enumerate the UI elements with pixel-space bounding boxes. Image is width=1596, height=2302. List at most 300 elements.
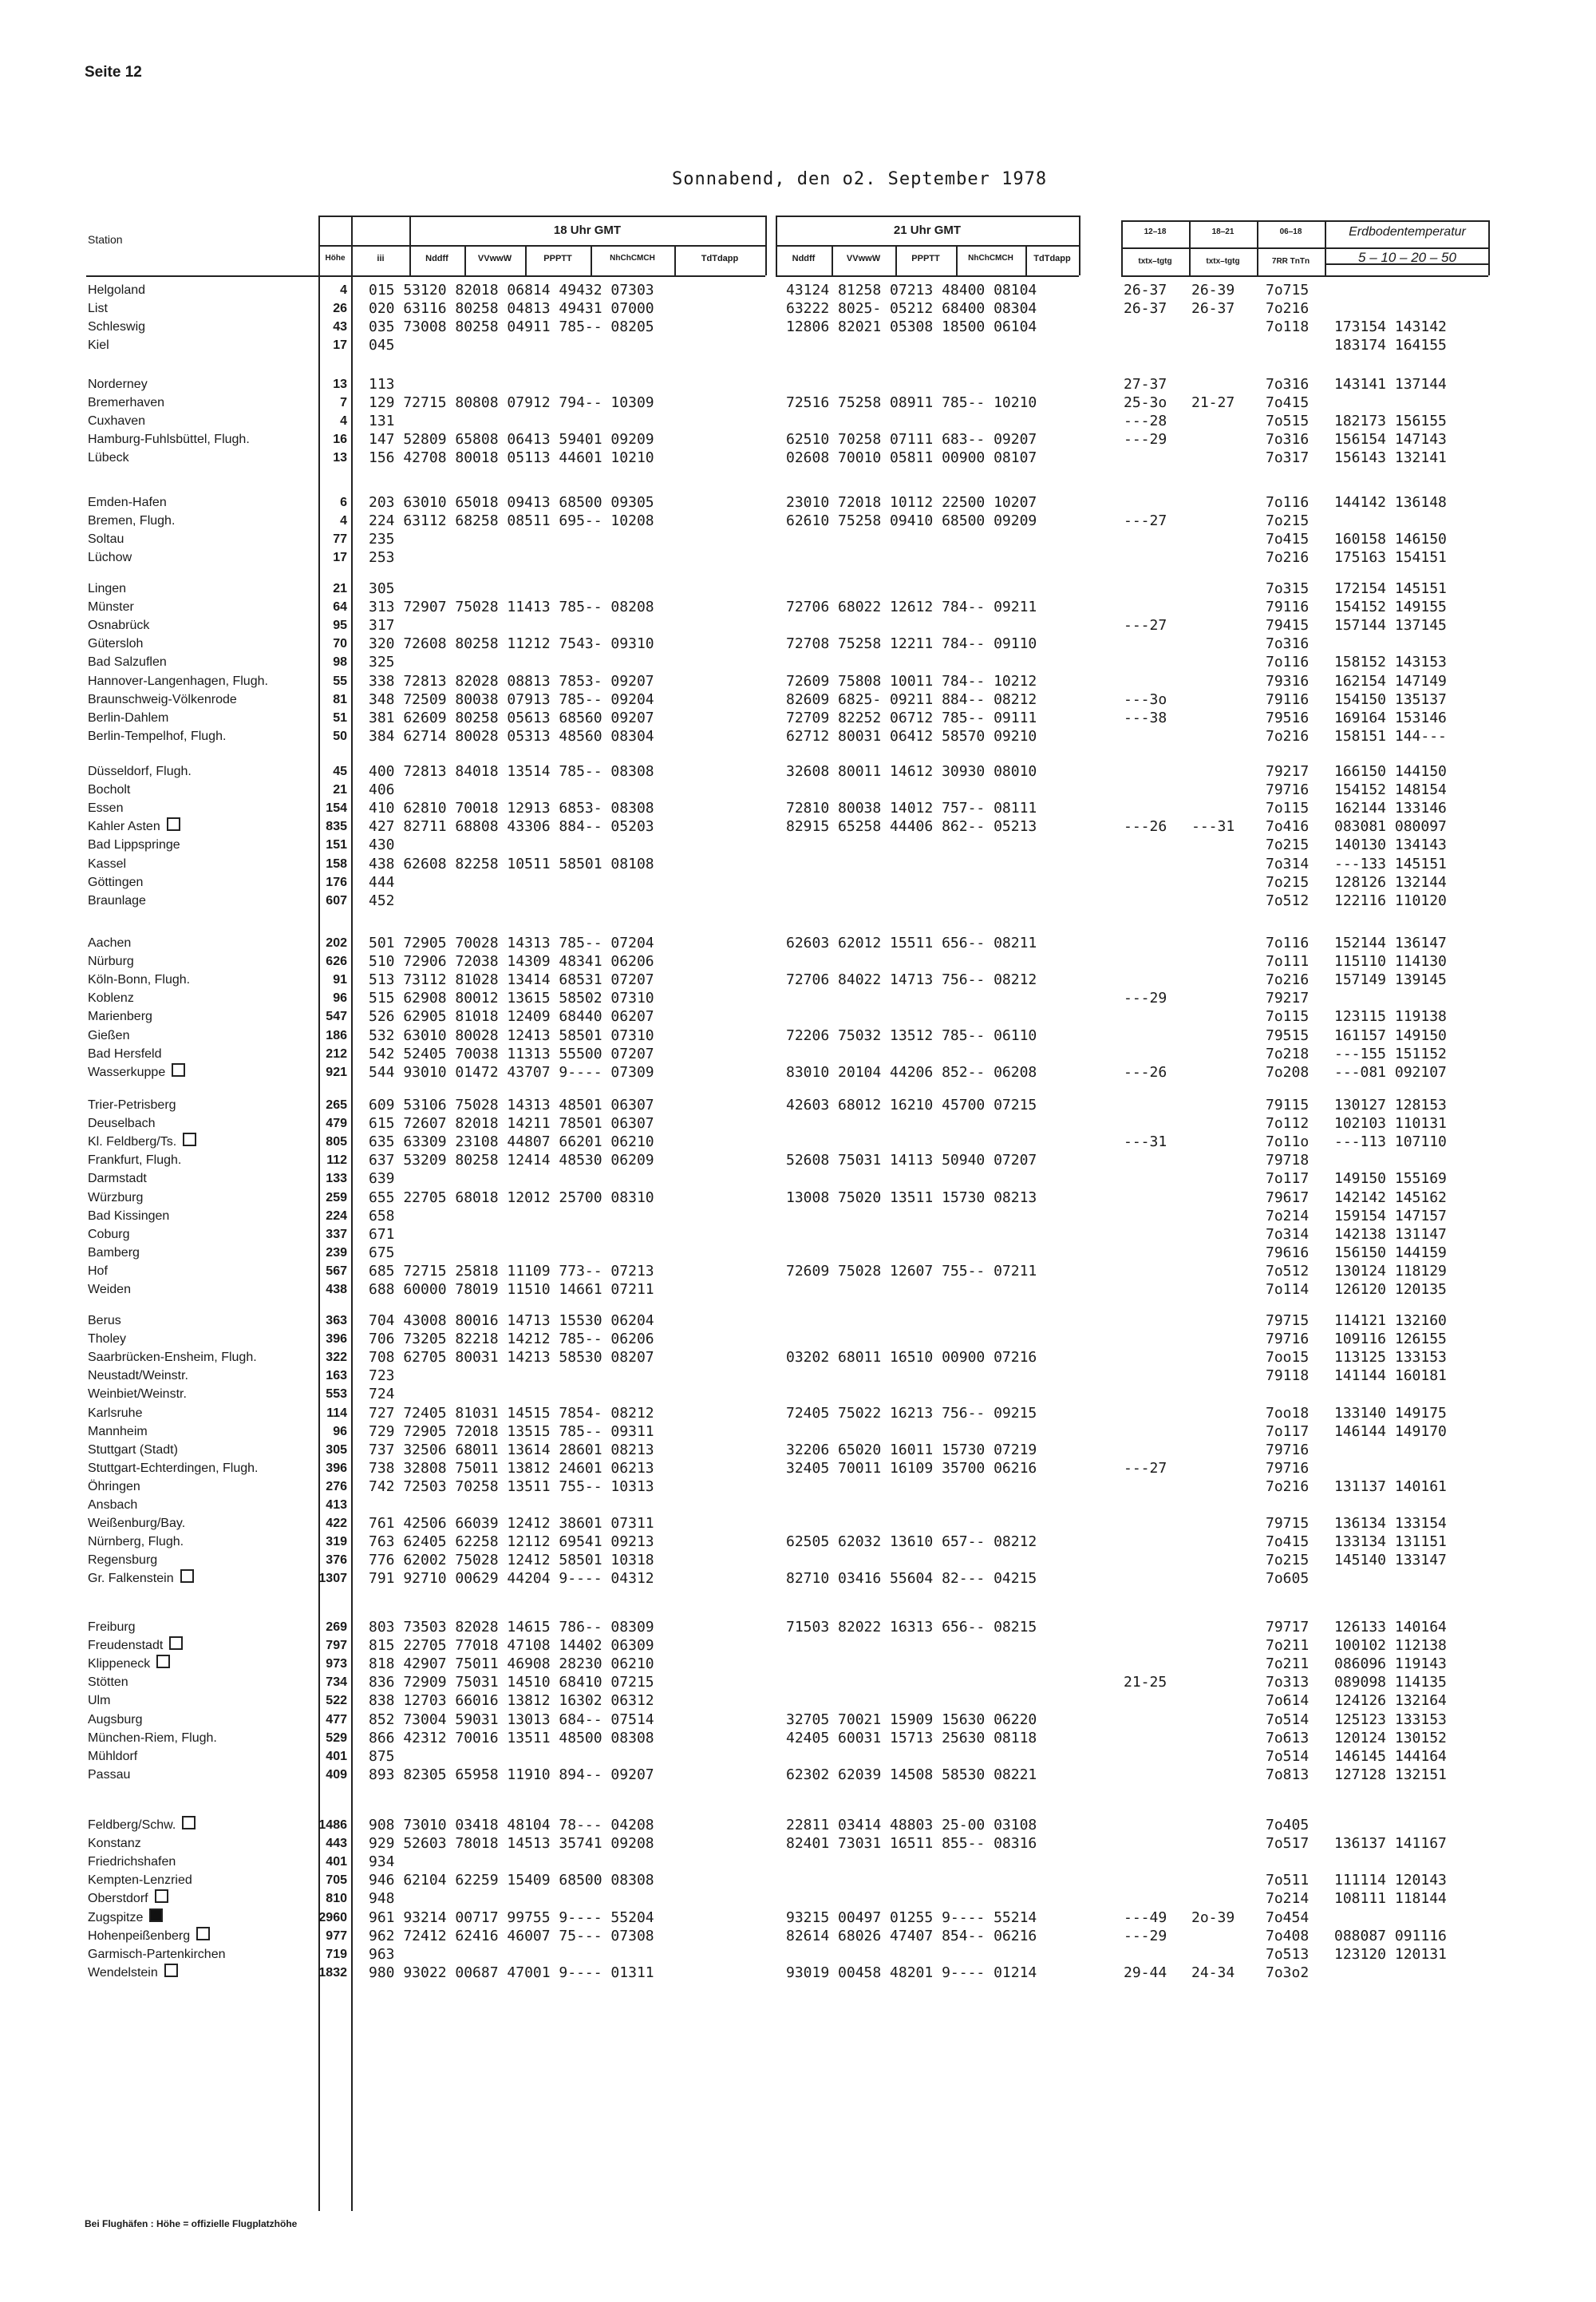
open-square-icon: [156, 1655, 170, 1668]
soil-temperature: 146145 144164: [1334, 1748, 1447, 1765]
station-label: Frankfurt, Flugh.: [88, 1153, 182, 1167]
precip-06-18: 7o512: [1266, 1263, 1310, 1280]
station-height: 522: [326, 1694, 347, 1707]
station-label: Koblenz: [88, 991, 134, 1005]
soil-temperature: 141144 160181: [1334, 1367, 1447, 1384]
obs-21-utc: 62712 80031 06412 58570 09210: [786, 728, 1037, 745]
station-label: Nürburg: [88, 955, 134, 968]
station-height: 91: [333, 973, 347, 987]
soil-temperature: 158152 143153: [1334, 654, 1447, 670]
station-height: 401: [326, 1750, 347, 1763]
obs-18-utc: 452: [369, 892, 395, 909]
obs-18-utc: 320 72608 80258 11212 7543- 09310: [369, 635, 654, 652]
station-height: 212: [326, 1047, 347, 1061]
station-height: 805: [326, 1135, 347, 1149]
soil-temperature: 158151 144---: [1334, 728, 1447, 745]
obs-18-utc: 438 62608 82258 10511 58501 08108: [369, 856, 654, 872]
station-label: Emden-Hafen: [88, 496, 167, 509]
soil-temperature: 156154 147143: [1334, 431, 1447, 448]
station-height: 239: [326, 1246, 347, 1260]
obs-21-utc: 93215 00497 01255 9---- 55214: [786, 1909, 1037, 1926]
header-nddff-18: Nddff: [425, 254, 448, 263]
station-height: 64: [333, 600, 347, 614]
station-label: Klippeneck: [88, 1657, 151, 1671]
obs-18-utc: 706 73205 82218 14212 785-- 06206: [369, 1331, 654, 1347]
obs-18-utc: 113: [369, 376, 395, 393]
station-label: Würzburg: [88, 1191, 144, 1204]
station-height: 95: [333, 619, 347, 632]
station-name: [88, 598, 134, 617]
precip-06-18: 7o211: [1266, 1637, 1310, 1654]
obs-21-utc: 82609 6825- 09211 884-- 08212: [786, 691, 1037, 708]
precip-06-18: 7o216: [1266, 971, 1310, 988]
station-name: [88, 971, 190, 990]
station-name: [88, 672, 268, 691]
station-label: Bremen, Flugh.: [88, 514, 176, 528]
precip-06-18: 7o314: [1266, 1226, 1310, 1243]
precip-06-18: 7o211: [1266, 1655, 1310, 1672]
soil-temperature: 173154 143142: [1334, 318, 1447, 335]
precip-06-18: 7o115: [1266, 800, 1310, 817]
soil-temperature: 123120 120131: [1334, 1946, 1447, 1963]
station-height: 719: [326, 1948, 347, 1961]
obs-18-utc: 253: [369, 549, 395, 566]
header-18-21: 18–21: [1211, 227, 1235, 236]
precip-06-18: 7o315: [1266, 580, 1310, 597]
station-height: 176: [326, 876, 347, 889]
range-12-18: ---29: [1124, 990, 1167, 1007]
station-name: [88, 1367, 188, 1386]
soil-temperature: 136134 133154: [1334, 1515, 1447, 1532]
station-name: [88, 1636, 183, 1655]
station-name: [88, 1889, 168, 1908]
station-label: Berlin-Dahlem: [88, 711, 169, 725]
station-label: Bamberg: [88, 1246, 140, 1260]
precip-06-18: 7oo18: [1266, 1405, 1310, 1422]
obs-21-utc: 63222 8025- 05212 68400 08304: [786, 300, 1037, 317]
soil-temperature: 126133 140164: [1334, 1619, 1447, 1636]
station-label: Wasserkuppe: [88, 1066, 166, 1079]
station-label: Hamburg-Fuhlsbüttel, Flugh.: [88, 433, 250, 446]
station-height: 529: [326, 1731, 347, 1745]
soil-temperature: 156143 132141: [1334, 449, 1447, 466]
header-hoehe: Höhe: [325, 254, 346, 263]
obs-18-utc: 866 42312 70016 13511 48500 08308: [369, 1730, 654, 1746]
station-height: 77: [333, 532, 347, 546]
station-name: [88, 892, 146, 911]
soil-temperature: 162144 133146: [1334, 800, 1447, 817]
obs-18-utc: 675: [369, 1244, 395, 1261]
soil-temperature: 157144 137145: [1334, 617, 1447, 634]
station-height: 163: [326, 1369, 347, 1382]
precip-06-18: 7o514: [1266, 1748, 1310, 1765]
station-height: 797: [326, 1639, 347, 1652]
soil-temperature: 133140 149175: [1334, 1405, 1447, 1422]
soil-temperature: 159154 147157: [1334, 1208, 1447, 1224]
station-name: [88, 1673, 128, 1692]
station-label: Bremerhaven: [88, 396, 165, 409]
obs-18-utc: 908 73010 03418 48104 78--- 04208: [369, 1817, 654, 1833]
obs-21-utc: 42603 68012 16210 45700 07215: [786, 1097, 1037, 1113]
obs-18-utc: 147 52809 65808 06413 59401 09209: [369, 431, 654, 448]
station-name: [88, 1514, 185, 1533]
station-height: 705: [326, 1873, 347, 1887]
open-square-icon: [169, 1636, 183, 1650]
range-12-18: ---31: [1124, 1133, 1167, 1150]
obs-18-utc: 325: [369, 654, 395, 670]
precip-06-18: 79715: [1266, 1515, 1310, 1532]
obs-21-utc: 72609 75808 10011 784-- 10212: [786, 673, 1037, 690]
precip-06-18: 79415: [1266, 617, 1310, 634]
obs-21-utc: 13008 75020 13511 15730 08213: [786, 1189, 1037, 1206]
soil-temperature: 140130 134143: [1334, 837, 1447, 853]
station-name: [88, 1404, 142, 1423]
station-label: Düsseldorf, Flugh.: [88, 765, 192, 778]
station-height: 96: [333, 1425, 347, 1438]
obs-21-utc: 82710 03416 55604 82--- 04215: [786, 1570, 1037, 1587]
station-height: 835: [326, 820, 347, 833]
station-name: [88, 530, 124, 549]
range-18-21: 2o-39: [1191, 1909, 1235, 1926]
precip-06-18: 7o116: [1266, 935, 1310, 951]
station-height: 396: [326, 1332, 347, 1346]
precip-06-18: 7o715: [1266, 282, 1310, 299]
soil-temperature: 156150 144159: [1334, 1244, 1447, 1261]
obs-18-utc: 544 93010 01472 43707 9---- 07309: [369, 1064, 654, 1081]
soil-temperature: 122116 110120: [1334, 892, 1447, 909]
station-name: [88, 493, 167, 512]
header-erdboden-sub: 5 – 10 – 20 – 50: [1358, 250, 1456, 265]
station-label: Oberstdorf: [88, 1892, 148, 1905]
range-12-18: 26-37: [1124, 300, 1167, 317]
station-label: Regensburg: [88, 1553, 158, 1567]
obs-18-utc: 929 52603 78018 14513 35741 09208: [369, 1835, 654, 1852]
soil-temperature: 088087 091116: [1334, 1928, 1447, 1944]
station-name: [88, 336, 109, 355]
open-square-icon: [172, 1063, 185, 1077]
obs-18-utc: 655 22705 68018 12012 25700 08310: [369, 1189, 654, 1206]
obs-18-utc: 724: [369, 1386, 395, 1402]
station-name: [88, 1766, 130, 1785]
header-station: Station: [88, 233, 123, 246]
obs-18-utc: 235: [369, 531, 395, 548]
precip-06-18: 7o314: [1266, 856, 1310, 872]
station-name: [88, 1151, 181, 1170]
station-label: Essen: [88, 801, 124, 815]
precip-06-18: 7o416: [1266, 818, 1310, 835]
station-name: [88, 1385, 187, 1404]
station-label: Berus: [88, 1314, 121, 1327]
soil-temperature: 144142 136148: [1334, 494, 1447, 511]
station-label: Köln-Bonn, Flugh.: [88, 973, 191, 987]
obs-18-utc: 513 73112 81028 13414 68531 07207: [369, 971, 654, 988]
station-height: 810: [326, 1892, 347, 1905]
obs-21-utc: 72709 82252 06712 785-- 09111: [786, 710, 1037, 726]
obs-21-utc: 72405 75022 16213 756-- 09215: [786, 1405, 1037, 1422]
soil-temperature: 142138 131147: [1334, 1226, 1447, 1243]
soil-temperature: ---133 145151: [1334, 856, 1447, 872]
station-name: [88, 1496, 137, 1515]
precip-06-18: 7o317: [1266, 449, 1310, 466]
obs-18-utc: 639: [369, 1170, 395, 1187]
station-label: Neustadt/Weinstr.: [88, 1369, 188, 1382]
precip-06-18: 7o116: [1266, 654, 1310, 670]
obs-21-utc: 62510 70258 07111 683-- 09207: [786, 431, 1037, 448]
station-height: 17: [333, 551, 347, 564]
station-name: [88, 709, 168, 728]
header-vvwww-21: VVwwW: [846, 254, 881, 263]
station-height: 17: [333, 338, 347, 352]
station-height: 16: [333, 433, 347, 446]
range-12-18: ---26: [1124, 818, 1167, 835]
obs-18-utc: 836 72909 75031 14510 68410 07215: [369, 1674, 654, 1691]
soil-temperature: 182173 156155: [1334, 413, 1447, 429]
station-label: Friedrichshafen: [88, 1855, 176, 1869]
open-square-icon: [196, 1927, 210, 1940]
station-name: [88, 989, 134, 1008]
station-label: Kahler Asten: [88, 820, 160, 833]
station-label: Weißenburg/Bay.: [88, 1517, 186, 1530]
obs-18-utc: 020 63116 80258 04813 49431 07000: [369, 300, 654, 317]
station-name: [88, 281, 145, 300]
obs-21-utc: 72706 84022 14713 756-- 08212: [786, 971, 1037, 988]
soil-temperature: 166150 144150: [1334, 763, 1447, 780]
range-18-21: 26-39: [1191, 282, 1235, 299]
soil-temperature: 145140 133147: [1334, 1552, 1447, 1568]
station-label: Münster: [88, 600, 134, 614]
precip-06-18: 7o118: [1266, 318, 1310, 335]
station-label: Bad Salzuflen: [88, 655, 167, 669]
precip-06-18: 79716: [1266, 1331, 1310, 1347]
soil-temperature: 172154 145151: [1334, 580, 1447, 597]
precip-06-18: 79118: [1266, 1367, 1310, 1384]
station-label: Kl. Feldberg/Ts.: [88, 1135, 177, 1149]
precip-06-18: 7o216: [1266, 1478, 1310, 1495]
obs-18-utc: 035 73008 80258 04911 785-- 08205: [369, 318, 654, 335]
soil-temperature: 154152 149155: [1334, 599, 1447, 615]
station-height: 607: [326, 894, 347, 908]
obs-18-utc: 963: [369, 1946, 395, 1963]
station-label: Göttingen: [88, 876, 144, 889]
obs-18-utc: 224 63112 68258 08511 695-- 10208: [369, 512, 654, 529]
obs-21-utc: 42405 60031 15713 25630 08118: [786, 1730, 1037, 1746]
range-18-21: ---31: [1191, 818, 1235, 835]
obs-21-utc: 62610 75258 09410 68500 09209: [786, 512, 1037, 529]
station-name: [88, 934, 131, 953]
station-name: [88, 1045, 162, 1064]
station-height: 409: [326, 1768, 347, 1782]
station-height: 158: [326, 857, 347, 871]
station-label: Bocholt: [88, 783, 131, 797]
station-name: [88, 1729, 217, 1748]
obs-18-utc: 737 32506 68011 13614 28601 08213: [369, 1442, 654, 1458]
precip-06-18: 7o415: [1266, 531, 1310, 548]
station-name: [88, 1348, 257, 1367]
station-name: [88, 1908, 163, 1928]
soil-temperature: 143141 137144: [1334, 376, 1447, 393]
soil-temperature: 108111 118144: [1334, 1890, 1447, 1907]
station-height: 363: [326, 1314, 347, 1327]
station-label: Lingen: [88, 582, 127, 595]
header-erdboden: Erdbodentemperatur: [1349, 225, 1466, 239]
station-name: [88, 1569, 194, 1588]
soil-temperature: 130127 128153: [1334, 1097, 1447, 1113]
station-height: 55: [333, 674, 347, 688]
soil-temperature: 149150 155169: [1334, 1170, 1447, 1187]
station-height: 186: [326, 1029, 347, 1042]
station-label: Hannover-Langenhagen, Flugh.: [88, 674, 268, 688]
obs-18-utc: 838 12703 66016 13812 16302 06312: [369, 1692, 654, 1709]
obs-18-utc: 729 72905 72018 13515 785-- 09311: [369, 1423, 654, 1440]
soil-temperature: ---113 107110: [1334, 1133, 1447, 1150]
obs-18-utc: 427 82711 68808 43306 884-- 05203: [369, 818, 654, 835]
precip-06-18: 7o112: [1266, 1115, 1310, 1132]
range-12-18: 29-44: [1124, 1964, 1167, 1981]
range-12-18: ---29: [1124, 431, 1167, 448]
obs-18-utc: 761 42506 66039 12412 38601 07311: [369, 1515, 654, 1532]
open-square-icon: [155, 1889, 168, 1903]
station-name: [88, 1945, 226, 1964]
station-height: 114: [326, 1406, 347, 1420]
obs-18-utc: 615 72607 82018 14211 78501 06307: [369, 1115, 654, 1132]
precip-06-18: 7o216: [1266, 728, 1310, 745]
soil-temperature: ---155 151152: [1334, 1046, 1447, 1062]
station-height: 626: [326, 955, 347, 968]
soil-temperature: 183174 164155: [1334, 337, 1447, 354]
station-label: Kassel: [88, 857, 127, 871]
station-height: 7: [340, 396, 347, 409]
station-name: [88, 1551, 157, 1570]
station-height: 477: [326, 1713, 347, 1726]
obs-21-utc: 72810 80038 14012 757-- 08111: [786, 800, 1037, 817]
precip-06-18: 7oo15: [1266, 1349, 1310, 1366]
precip-06-18: 7o216: [1266, 300, 1310, 317]
obs-18-utc: 671: [369, 1226, 395, 1243]
station-label: Hof: [88, 1264, 108, 1278]
station-height: 51: [333, 711, 347, 725]
obs-18-utc: 946 62104 62259 15409 68500 08308: [369, 1872, 654, 1889]
header-pppp-18: PPPTT: [543, 254, 572, 263]
soil-temperature: 175163 154151: [1334, 549, 1447, 566]
station-label: Gr. Falkenstein: [88, 1572, 174, 1585]
precip-06-18: 7o111: [1266, 953, 1310, 970]
precip-06-18: 79716: [1266, 1442, 1310, 1458]
station-name: [88, 1244, 140, 1263]
range-12-18: ---38: [1124, 710, 1167, 726]
precip-06-18: 7o116: [1266, 494, 1310, 511]
soil-temperature: 089098 114135: [1334, 1674, 1447, 1691]
station-name: [88, 318, 145, 337]
soil-temperature: 152144 136147: [1334, 935, 1447, 951]
obs-18-utc: 723: [369, 1367, 395, 1384]
obs-18-utc: 803 73503 82028 14615 786-- 08309: [369, 1619, 654, 1636]
station-label: Weinbiet/Weinstr.: [88, 1387, 187, 1401]
soil-temperature: 124126 132164: [1334, 1692, 1447, 1709]
soil-temperature: ---081 092107: [1334, 1064, 1447, 1081]
soil-temperature: 128126 132144: [1334, 874, 1447, 891]
station-name: [88, 1618, 136, 1637]
station-name: [88, 394, 164, 413]
station-name: [88, 1225, 129, 1244]
station-label: Freudenstadt: [88, 1639, 164, 1652]
date-line: Sonnabend, den o2. September 1978: [672, 169, 1048, 189]
obs-18-utc: 815 22705 77018 47108 14402 06309: [369, 1637, 654, 1654]
station-name: [88, 952, 134, 971]
obs-21-utc: 02608 70010 05811 00900 08107: [786, 449, 1037, 466]
soil-temperature: 136137 141167: [1334, 1835, 1447, 1852]
soil-temperature: 120124 130152: [1334, 1730, 1447, 1746]
obs-21-utc: 72609 75028 12607 755-- 07211: [786, 1263, 1037, 1280]
precip-06-18: 7o316: [1266, 431, 1310, 448]
station-name: [88, 1007, 152, 1026]
obs-18-utc: 727 72405 81031 14515 7854- 08212: [369, 1405, 654, 1422]
obs-21-utc: 82915 65258 44406 862-- 05213: [786, 818, 1037, 835]
station-name: [88, 1459, 258, 1478]
obs-18-utc: 381 62609 80258 05613 68560 09207: [369, 710, 654, 726]
soil-temperature: 113125 133153: [1334, 1349, 1447, 1366]
precip-06-18: 7o215: [1266, 1552, 1310, 1568]
obs-21-utc: 62302 62039 14508 58530 08221: [786, 1766, 1037, 1783]
precip-06-18: 79717: [1266, 1619, 1310, 1636]
precip-06-18: 79316: [1266, 673, 1310, 690]
obs-21-utc: 32608 80011 14612 30930 08010: [786, 763, 1037, 780]
soil-temperature: 109116 126155: [1334, 1331, 1447, 1347]
filled-square-icon: [149, 1908, 163, 1922]
station-label: Ansbach: [88, 1498, 138, 1512]
obs-18-utc: 742 72503 70258 13511 755-- 10313: [369, 1478, 654, 1495]
station-label: Augsburg: [88, 1713, 143, 1726]
station-name: [88, 1311, 121, 1331]
soil-temperature: 114121 132160: [1334, 1312, 1447, 1329]
station-name: [88, 762, 192, 781]
station-height: 154: [326, 801, 347, 815]
station-name: [88, 1262, 108, 1281]
station-label: Trier-Petrisberg: [88, 1098, 176, 1112]
station-name: [88, 375, 148, 394]
precip-06-18: 7o415: [1266, 1533, 1310, 1550]
station-label: Schleswig: [88, 320, 146, 334]
precip-06-18: 79116: [1266, 599, 1310, 615]
precip-06-18: 79616: [1266, 1244, 1310, 1261]
header-dewpoint-21: TdTdapp: [1033, 254, 1071, 263]
header-clouds-18: NhChCMCH: [610, 254, 655, 263]
station-height: 305: [326, 1443, 347, 1457]
range-12-18: ---49: [1124, 1909, 1167, 1926]
soil-temperature: 146144 149170: [1334, 1423, 1447, 1440]
precip-06-18: 7o613: [1266, 1730, 1310, 1746]
station-name: [88, 449, 129, 468]
station-name: [88, 855, 126, 874]
obs-18-utc: 400 72813 84018 13514 785-- 08308: [369, 763, 654, 780]
obs-18-utc: 131: [369, 413, 395, 429]
soil-temperature: 133134 131151: [1334, 1533, 1447, 1550]
header-21-uhr: 21 Uhr GMT: [893, 223, 962, 237]
station-height: 2960: [318, 1911, 347, 1924]
soil-temperature: 125123 133153: [1334, 1711, 1447, 1728]
station-name: [88, 512, 175, 531]
station-label: Nürnberg, Flugh.: [88, 1535, 184, 1549]
header-06-18: 06–18: [1279, 227, 1302, 236]
station-label: Hohenpeißenberg: [88, 1929, 191, 1943]
station-name: [88, 653, 167, 672]
station-height: 4: [340, 514, 347, 528]
obs-18-utc: 501 72905 70028 14313 785-- 07204: [369, 935, 654, 951]
precip-06-18: 7o813: [1266, 1766, 1310, 1783]
station-label: Soltau: [88, 532, 124, 546]
soil-temperature: 169164 153146: [1334, 710, 1447, 726]
obs-18-utc: 338 72813 82028 08813 7853- 09207: [369, 673, 654, 690]
station-label: Tholey: [88, 1332, 127, 1346]
